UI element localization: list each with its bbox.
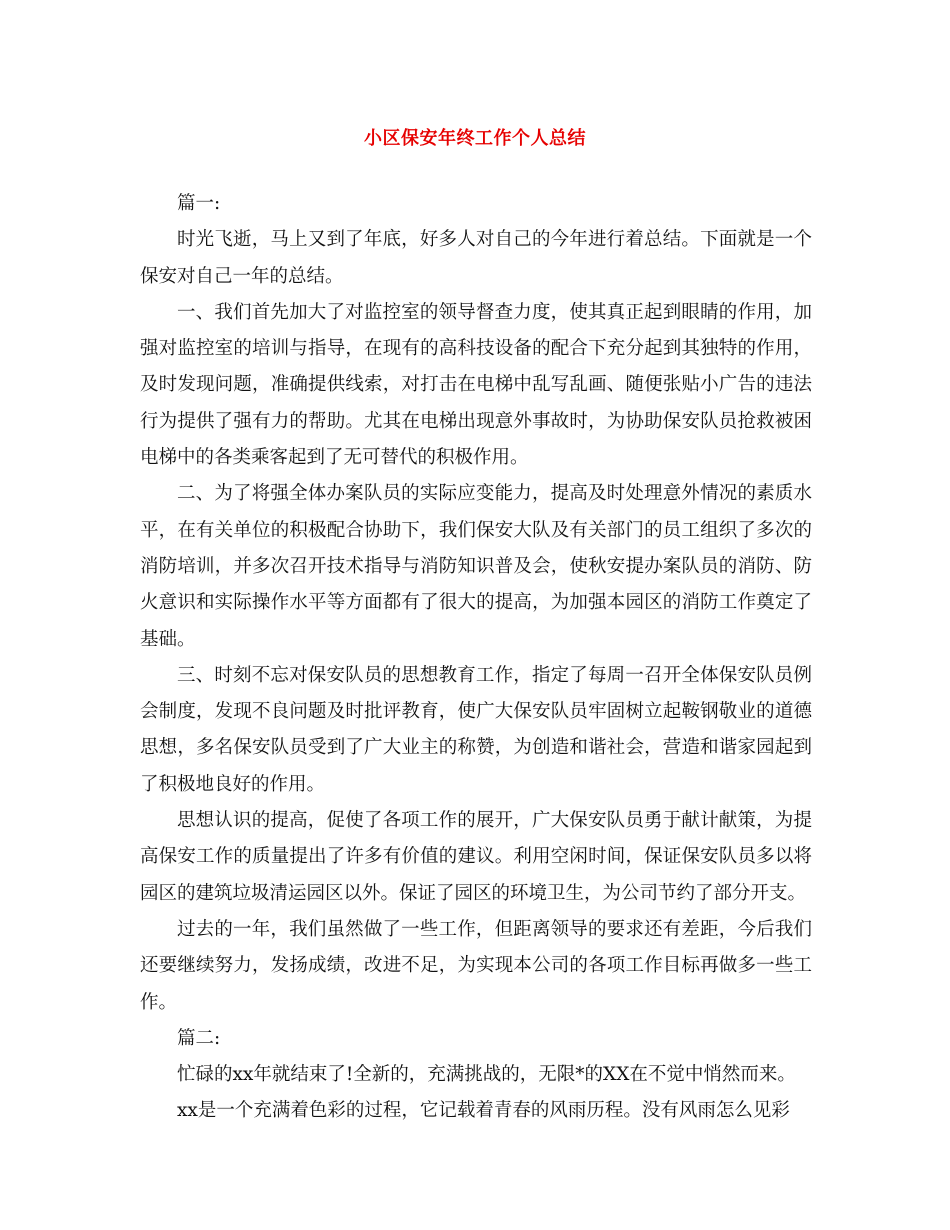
paragraph: 二、为了将强全体办案队员的实际应变能力，提高及时处理意外情况的素质水平，在有关单位的积极配合协助下，我们保安大队及有关部门的员工组织了多次的消防培训，并多次召开技术指导与消防知识普及会，使秋安提办案队员的消防、防火意识和实际操作水平等方面都有了很大的提高，为加强本园区的消防工作奠定了基础。 (140, 483, 812, 650)
paragraph: 三、时刻不忘对保安队员的思想教育工作，指定了每周一召开全体保安队员例会制度，发现不良问题及时批评教育，使广大保安队员牢固树立起鞍钢敬业的道德思想，多名保安队员受到了广大业主的称赞，为创造和谐社会，营造和谐家园起到了积极地良好的作用。 (140, 664, 812, 795)
paragraph: 时光飞逝，马上又到了年底，好多人对自己的今年进行着总结。下面就是一个保安对自己一年的总结。 (140, 229, 812, 287)
document-title: 小区保安年终工作个人总结 (364, 128, 586, 149)
paragraph: 思想认识的提高，促使了各项工作的展开，广大保安队员勇于献计献策，为提高保安工作的质量提出了许多有价值的建议。利用空闲时间，保证保安队员多以将园区的建筑垃圾清运园区以外。保证了园区的环境卫生，为公司节约了部分开支。 (140, 810, 812, 904)
paragraph: 一、我们首先加大了对监控室的领导督查力度，使其真正起到眼睛的作用，加强对监控室的培训与指导，在现有的高科技设备的配合下充分起到其独特的作用，及时发现问题，准确提供线索，对打击在电梯中乱写乱画、随便张贴小广告的违法行为提供了强有力的帮助。尤其在电梯出现意外事故时，为协助保安队员抢救被困电梯中的各类乘客起到了无可替代的积极作用。 (140, 301, 812, 469)
paragraph: 忙碌的xx年就结束了!全新的，充满挑战的，无限*的XX在不觉中悄然而来。 (177, 1064, 796, 1086)
section-label-1: 篇一: (177, 193, 221, 214)
paragraph: 过去的一年，我们虽然做了一些工作，但距离领导的要求还有差距，今后我们还要继续努力，发扬成绩，改进不足，为实现本公司的各项工作目标再做多一些工作。 (140, 918, 812, 1013)
section-label-2: 篇二: (177, 1027, 221, 1049)
document-body (140, 186, 812, 1130)
paragraph: xx是一个充满着色彩的过程，它记载着青春的风雨历程。没有风雨怎么见彩 (177, 1100, 790, 1122)
